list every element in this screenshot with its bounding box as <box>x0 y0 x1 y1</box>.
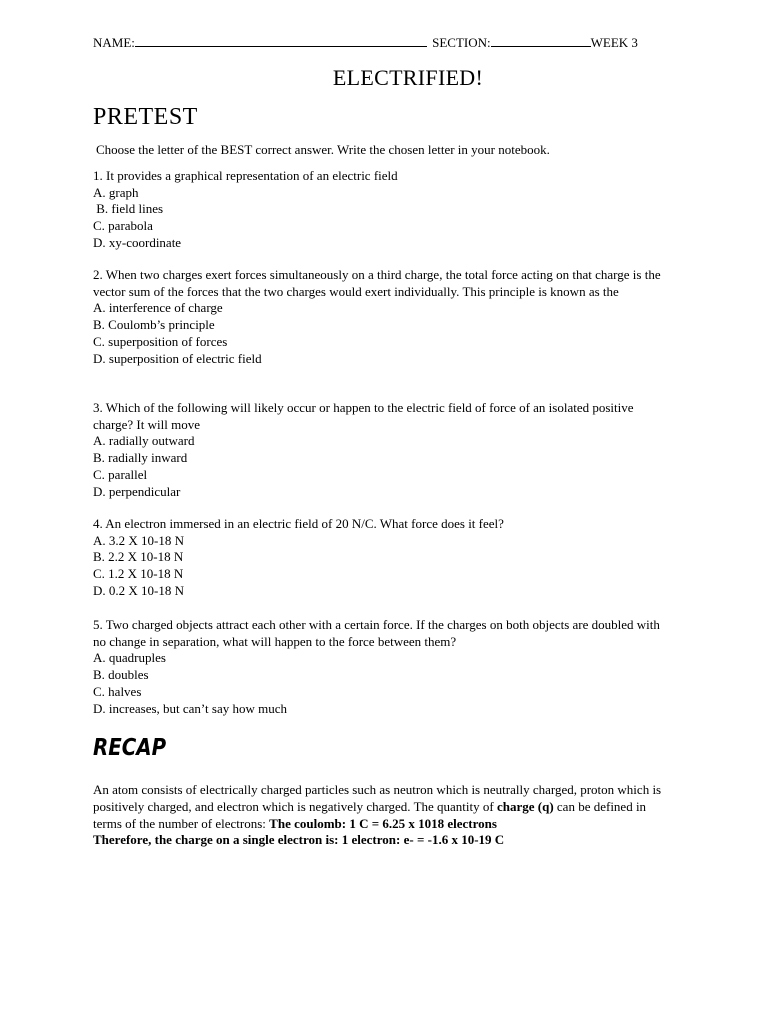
option-b: B. radially inward <box>93 450 188 466</box>
question-text: 3. Which of the following will likely occur or happen to the electric field of force of an isolated positive charge? It will move <box>93 400 634 432</box>
recap-heading: RECAP <box>93 735 167 761</box>
section-label: SECTION: <box>432 35 491 50</box>
name-blank <box>135 34 427 47</box>
option-a: A. 3.2 X 10-18 N <box>93 532 184 548</box>
option-b: B. Coulomb’s principle <box>93 317 215 333</box>
option-a: A. graph <box>93 184 139 200</box>
header-line <box>93 34 673 51</box>
option-c: C. parabola <box>93 218 153 234</box>
name-label: NAME: <box>93 35 135 50</box>
option-d: D. perpendicular <box>93 483 181 499</box>
page-title: ELECTRIFIED! <box>332 65 484 90</box>
option-c: C. superposition of forces <box>93 333 228 349</box>
option-a: A. interference of charge <box>93 300 223 316</box>
instructions: Choose the letter of the BEST correct answer. Write the chosen letter in your notebook. <box>96 142 550 157</box>
section-blank <box>491 34 591 47</box>
question-text: 2. When two charges exert forces simultaneously on a third charge, the total force acting on that charge is the vector sum of the forces that the two charges would exert individually. This principle is known as the <box>93 267 661 299</box>
question-text: 4. An electron immersed in an electric field of 20 N/C. What force does it feel? <box>93 516 504 531</box>
question-2 <box>93 267 673 367</box>
question-5 <box>93 617 673 717</box>
option-b: B. 2.2 X 10-18 N <box>93 549 184 565</box>
option-d: D. superposition of electric field <box>93 350 262 366</box>
coulomb-definition: The coulomb: 1 C = 6.25 x 1018 electrons <box>269 815 497 831</box>
option-d: D. xy-coordinate <box>93 234 182 250</box>
recap-paragraph <box>93 782 675 849</box>
option-b: B. doubles <box>93 667 149 683</box>
option-d: D. 0.2 X 10-18 N <box>93 582 184 598</box>
option-c: C. halves <box>93 683 142 699</box>
charge-term: charge (q) <box>496 798 554 814</box>
question-3 <box>93 400 673 500</box>
option-a: A. quadruples <box>93 650 166 666</box>
recap-text-2: can be defined in terms of the number of electrons: <box>93 798 647 831</box>
question-text: 5. Two charged objects attract each other with a certain force. If the charges on both objects are doubled with no change in separation, what will happen to the force between them? <box>93 617 660 649</box>
recap-text-1: An atom consists of electrically charged particles such as neutron which is neutrally charged, proton which is positively charged, and electron which is negatively charged. The quantity of <box>93 782 662 814</box>
question-4 <box>93 516 673 600</box>
option-c: C. 1.2 X 10-18 N <box>93 566 184 582</box>
electron-charge: Therefore, the charge on a single electron is: 1 electron: e- = -1.6 x 10-19 C <box>93 832 505 848</box>
option-c: C. parallel <box>93 466 148 482</box>
question-1 <box>93 168 673 252</box>
option-d: D. increases, but can’t say how much <box>93 700 287 716</box>
option-a: A. radially outward <box>93 433 195 449</box>
option-b: B. field lines <box>93 201 164 217</box>
question-text: 1. It provides a graphical representation of an electric field <box>93 168 398 183</box>
pretest-heading: PRETEST <box>93 104 198 130</box>
week-label: WEEK 3 <box>590 35 638 50</box>
